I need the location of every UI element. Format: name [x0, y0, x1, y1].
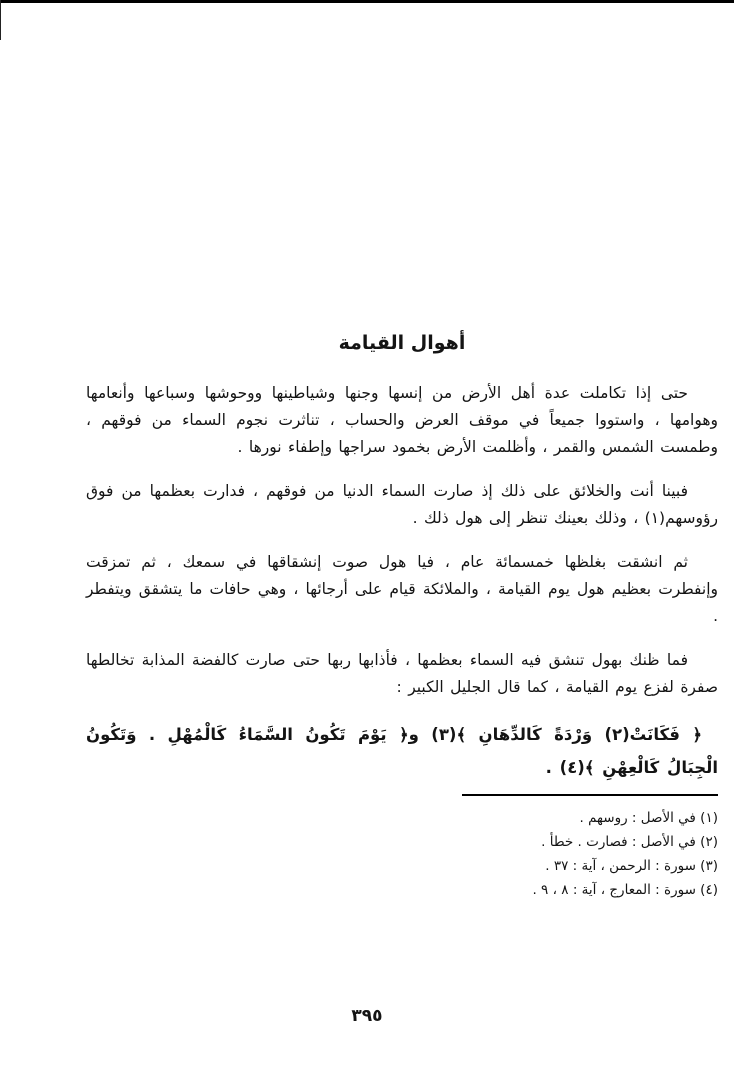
page-text-block — [86, 332, 718, 902]
page-title: أهوال القيامة — [338, 332, 466, 354]
quran-quote: ﴿ فَكَانَتْ(٢) وَرْدَةً كَالدِّهَانِ ﴾(٣) و﴿ يَوْمَ تَكُونُ السَّمَاءُ كَالْمُهْلِ . وَتَكُونُ الْجِبَالُ كَالْعِهْنِ ﴾(٤) . — [86, 725, 718, 777]
footnote-2: (٢) في الأصل : فصارت . خطأ . — [541, 834, 718, 850]
footnote-separator-line — [462, 794, 718, 796]
page-number: ٣٩٥ — [351, 1006, 383, 1026]
footnote-1: (١) في الأصل : روسهم . — [579, 810, 718, 826]
footnotes-section — [86, 806, 718, 902]
body-paragraph-4: فما ظنك بهول تنشق فيه السماء بعظمها ، فأذابها ربها حتى صارت كالفضة المذابة تخالطها صفرة لفزع يوم القيامة ، كما قال الجليل الكبير : — [86, 651, 718, 696]
body-paragraph-3: ثم انشقت بغلظها خمسمائة عام ، فيا هول صوت إنشقاقها في سمعك ، ثم تمزقت وإنفطرت بعظيم هول يوم القيامة ، والملائكة قيام على أرجائها ، وهي حافات ما يتشقق ويتفطر . — [86, 553, 718, 625]
footnote-3: (٣) سورة : الرحمن ، آية : ٣٧ . — [545, 858, 718, 874]
body-paragraph-1: حتى إذا تكاملت عدة أهل الأرض من إنسها وجنها وشياطينها ووحوشها وسباعها وأنعامها وهوامها ، واستووا جميعاً في موقف العرض والحساب ، تناثرت نجوم السماء من فوقهم ، وطمست الشمس والقمر ، وأظلمت الأرض بخمود سراجها وإطفاء نورها . — [86, 384, 718, 456]
body-paragraph-2: فبينا أنت والخلائق على ذلك إذ صارت السماء الدنيا من فوقهم ، فدارت بعظمها من فوق رؤوسهم(١) ، وذلك بعينك تنظر إلى هول ذلك . — [86, 482, 718, 527]
scan-edge-left-artifact — [0, 0, 1, 40]
footnote-4: (٤) سورة : المعارج ، آية : ٨ ، ٩ . — [532, 882, 718, 898]
scan-edge-top-artifact — [0, 0, 734, 3]
